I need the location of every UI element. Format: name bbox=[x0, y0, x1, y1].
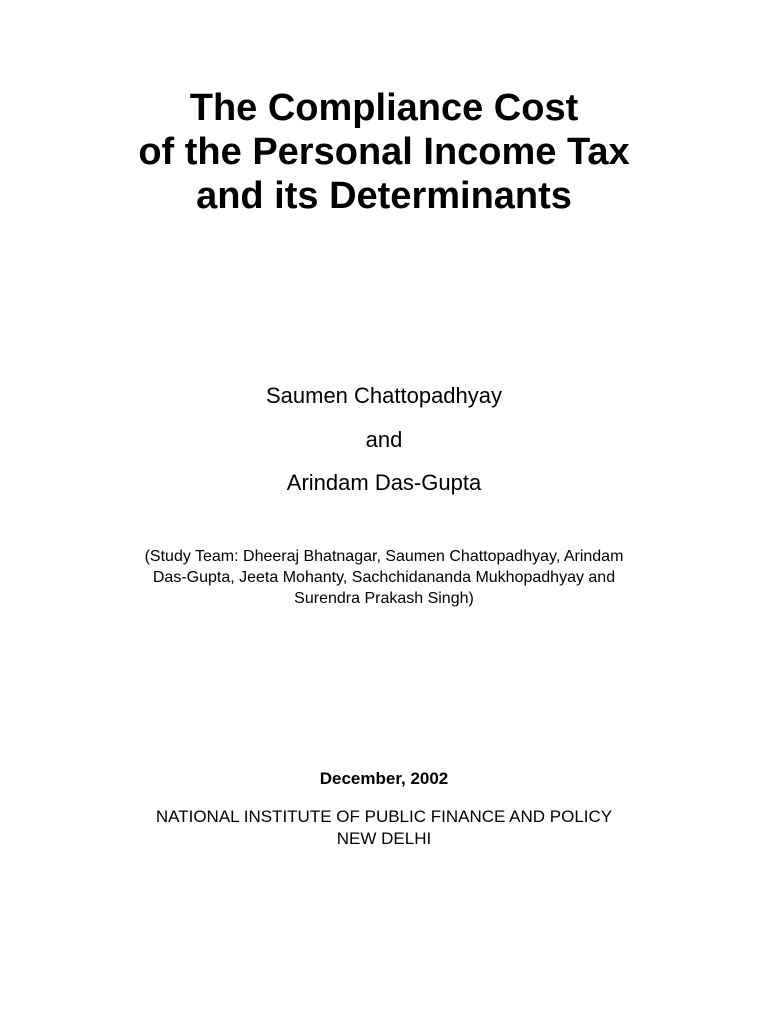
title-line-1: The Compliance Cost bbox=[189, 87, 579, 129]
institute-city: NEW DELHI bbox=[336, 829, 432, 848]
institute-name: NATIONAL INSTITUTE OF PUBLIC FINANCE AND POLICY bbox=[155, 807, 613, 826]
document-title bbox=[0, 86, 768, 218]
author-conjunction: and bbox=[365, 427, 403, 452]
author-first: Saumen Chattopadhyay bbox=[265, 383, 503, 408]
study-team-line-3: Surendra Prakash Singh) bbox=[294, 590, 474, 607]
institute-block bbox=[0, 806, 768, 850]
author-second: Arindam Das-Gupta bbox=[286, 470, 482, 495]
study-team-line-1: (Study Team: Dheeraj Bhatnagar, Saumen Chattopadhyay, Arindam bbox=[144, 548, 624, 565]
study-team-note bbox=[100, 546, 668, 609]
publication-date: December, 2002 bbox=[319, 769, 449, 788]
title-line-2: of the Personal Income Tax bbox=[138, 131, 630, 173]
study-team-line-2: Das-Gupta, Jeeta Mohanty, Sachchidananda Mukhopadhyay and bbox=[152, 569, 616, 586]
title-line-3: and its Determinants bbox=[196, 175, 572, 217]
